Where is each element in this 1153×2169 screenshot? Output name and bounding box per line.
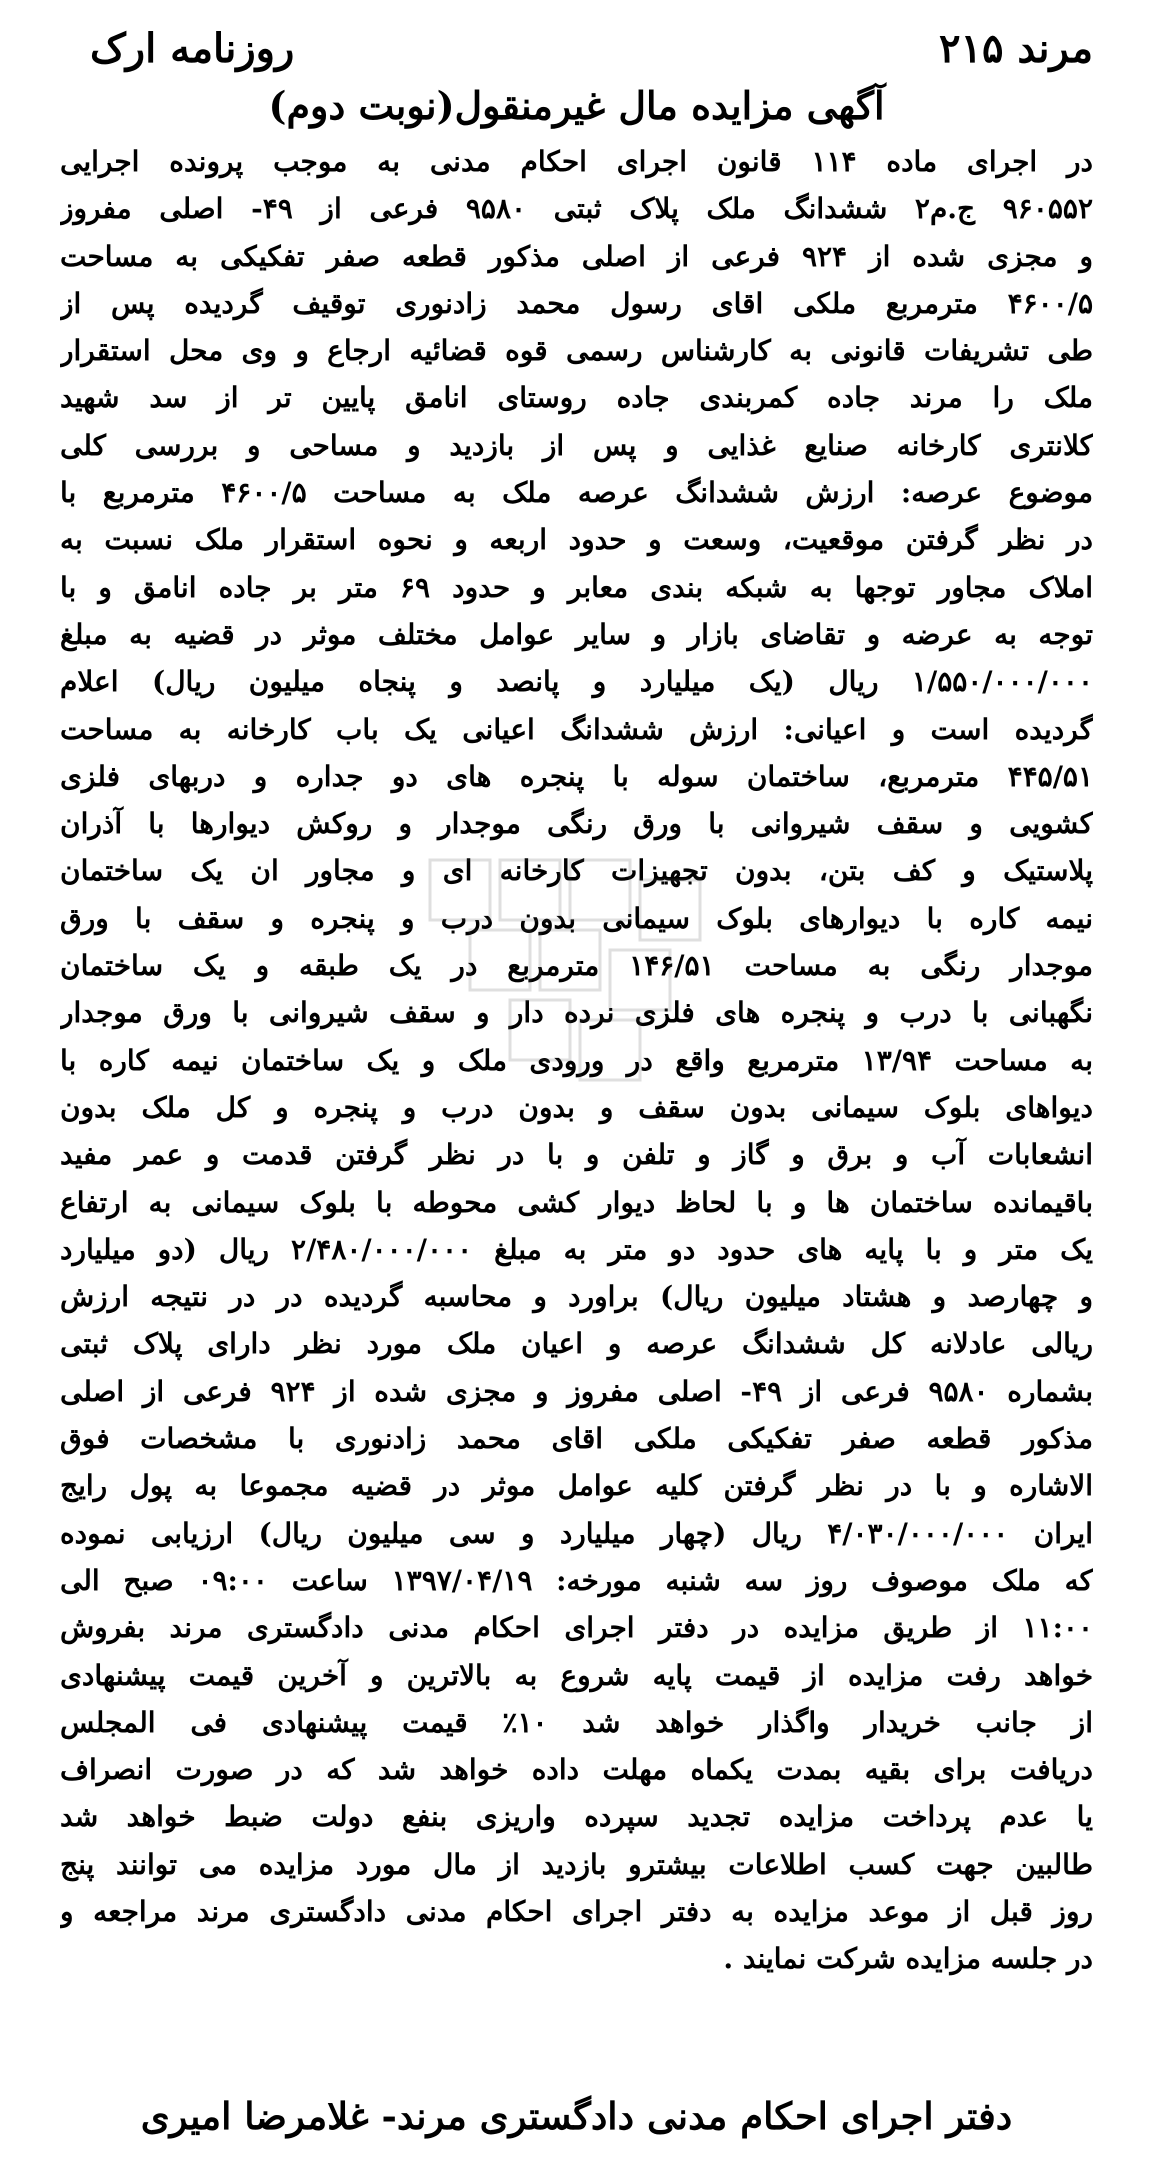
notice-line: ملک را مرند جاده کمربندی جاده روستای انامق پایین تر از سد شهید <box>60 381 1093 415</box>
notice-line: ۱۱:۰۰ از طریق مزایده در دفتر اجرای احکام مدنی دادگستری مرند بفروش <box>60 1611 1093 1645</box>
notice-line: در اجرای ماده ۱۱۴ قانون اجرای احکام مدنی به موجب پرونده اجرایی <box>60 145 1093 178</box>
notice-line: یک متر و با پایه های حدود دو متر به مبلغ ۲/۴۸۰/۰۰۰/۰۰۰ ریال (دو میلیارد <box>60 1232 1093 1266</box>
notice-line: کلانتری کارخانه صنایع غذایی و پس از بازدید و مساحی و بررسی کلی <box>60 428 1093 462</box>
notice-line: ۴۶۰۰/۵ مترمربع ملکی اقای رسول محمد زادنوری توقیف گردیده پس از <box>60 286 1093 320</box>
notice-line: و مجزی شده از ۹۲۴ فرعی از اصلی مذکور قطعه صفر تفکیکی به مساحت <box>60 239 1093 273</box>
notice-line: الاشاره و با در نظر گرفتن کلیه عوامل موثر در قضیه مجموعا به پول رایج <box>60 1469 1093 1503</box>
notice-line: مذکور قطعه صفر تفکیکی ملکی اقای محمد زادنوری با مشخصات فوق <box>60 1422 1093 1456</box>
notice-line: نگهبانی با درب و پنجره های فلزی نرده دار و سقف شیروانی با ورق موجدار <box>60 996 1093 1030</box>
notice-header <box>60 18 1093 80</box>
notice-body <box>60 138 1093 1983</box>
notice-line: که ملک موصوف روز سه شنبه مورخه: ۱۳۹۷/۰۴/۱۹ ساعت ۰۹:۰۰ صبح الی <box>60 1563 1093 1597</box>
notice-line: باقیمانده ساختمان ها و با لحاظ دیوار کشی محوطه با بلوک سیمانی به ارتفاع <box>60 1185 1093 1219</box>
notice-line: توجه به عرضه و تقاضای بازار و سایر عوامل مختلف موثر در قضیه به مبلغ <box>60 617 1093 651</box>
notice-title: آگهی مزایده مال غیرمنقول(نوبت دوم) <box>268 83 885 128</box>
notice-line: بشماره ۹۵۸۰ فرعی از ۴۹- اصلی مفروز و مجزی شده از ۹۲۴ فرعی از اصلی <box>60 1374 1093 1408</box>
notice-line: و چهارصد و هشتاد میلیون ریال) براورد و محاسبه گردیده در در نتیجه ارزش <box>60 1280 1093 1314</box>
notice-line: موجدار رنگی به مساحت ۱۴۶/۵۱ مترمربع در یک طبقه و یک ساختمان <box>60 949 1093 983</box>
notice-line: به مساحت ۱۳/۹۴ مترمربع واقع در ورودی ملک و یک ساختمان نیمه کاره با <box>60 1043 1093 1077</box>
notice-line: پلاستیک و کف بتن، بدون تجهیزات کارخانه ای و مجاور ان یک ساختمان <box>60 854 1093 888</box>
notice-line: یا عدم پرداخت مزایده تجدید سپرده واریزی بنفع دولت ضبط خواهد شد <box>60 1800 1093 1834</box>
notice-line: کشویی و سقف شیروانی با ورق رنگی موجدار و روکش دیوارها با آذران <box>60 807 1093 841</box>
notice-line: در نظر گرفتن موقعیت، وسعت و حدود اربعه و نحوه استقرار ملک نسبت به <box>60 523 1093 557</box>
notice-line: انشعابات آب و برق و گاز و تلفن و با در نظر گرفتن قدمت و عمر مفید <box>60 1138 1093 1172</box>
notice-line: از جانب خریدار واگذار خواهد شد ۱۰٪ قیمت پیشنهادی فی المجلس <box>60 1705 1093 1739</box>
notice-line: روز قبل از موعد مزایده به دفتر اجرای احکام مدنی دادگستری مرند مراجعه و <box>60 1894 1093 1928</box>
notice-line: طالبین جهت کسب اطلاعات بیشترو بازدید از مال مورد مزایده می توانند پنج <box>60 1847 1093 1881</box>
newspaper-name: روزنامه ارک <box>90 25 295 72</box>
notice-signature: دفتر اجرای احکام مدنی دادگستری مرند- غلامرضا امیری <box>140 2094 1013 2138</box>
notice-line: دیواهای بلوک سیمانی بدون سقف و بدون درب و پنجره و کل ملک بدون <box>60 1090 1093 1124</box>
notice-line: موضوع عرصه: ارزش ششدانگ عرصه ملک به مساحت ۴۶۰۰/۵ مترمربع با <box>60 476 1093 510</box>
notice-line: نیمه کاره با دیوارهای بلوک سیمانی بدون درب و پنجره و سقف با ورق <box>60 901 1093 935</box>
notice-line: ۴۴۵/۵۱ مترمربع، ساختمان سوله با پنجره های دو جداره و دربهای فلزی <box>60 759 1093 793</box>
notice-line: دریافت برای بقیه بمدت یکماه مهلت داده خواهد شد که در صورت انصراف <box>60 1753 1093 1787</box>
notice-line: املاک مجاور توجها به شبکه بندی معابر و حدود ۶۹ متر بر جاده انامق و با <box>60 570 1093 604</box>
notice-line: ریالی عادلانه کل ششدانگ عرصه و اعیان ملک مورد نظر دارای پلاک ثبتی <box>60 1327 1093 1361</box>
notice-line: در جلسه مزایده شرکت نمایند . <box>723 1942 1093 1976</box>
issue-number: مرند ۲۱۵ <box>938 25 1093 72</box>
notice-line: ۹۶۰۵۵۲ ج.م۲ ششدانگ ملک پلاک ثبتی ۹۵۸۰ فرعی از ۴۹- اصلی مفروز <box>60 192 1093 226</box>
notice-line: طی تشریفات قانونی به کارشناس رسمی قوه قضائیه ارجاع و وی محل استقرار <box>60 334 1093 368</box>
notice-line: گردیده است و اعیانی: ارزش ششدانگ اعیانی یک باب کارخانه به مساحت <box>60 712 1093 746</box>
notice-line: ایران ۴/۰۳۰/۰۰۰/۰۰۰ ریال (چهار میلیارد و سی میلیون ریال) ارزیابی نموده <box>60 1516 1093 1550</box>
notice-line: ۱/۵۵۰/۰۰۰/۰۰۰ ریال (یک میلیارد و پانصد و پنجاه میلیون ریال) اعلام <box>60 665 1093 699</box>
notice-line: خواهد رفت مزایده از قیمت پایه شروع به بالاترین و آخرین قیمت پیشنهادی <box>60 1658 1093 1692</box>
